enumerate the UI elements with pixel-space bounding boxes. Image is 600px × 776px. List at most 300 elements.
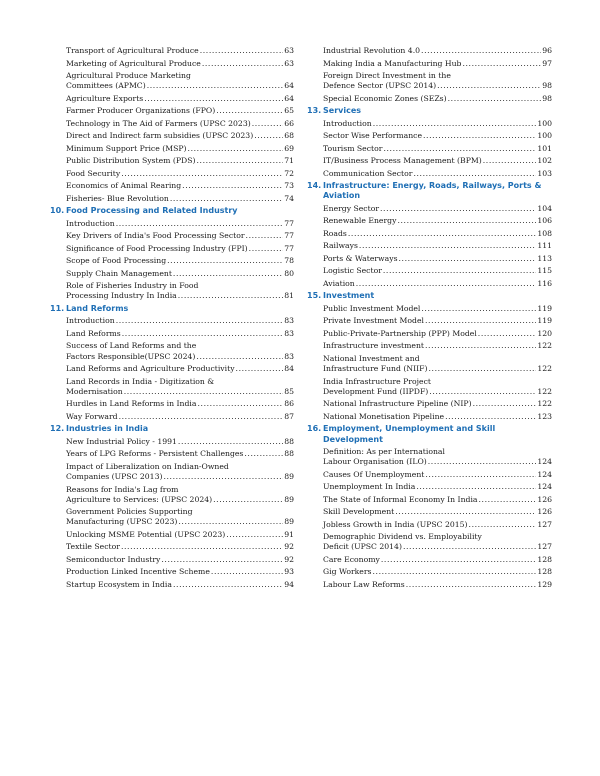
section-heading-employment-unemployment-and-skill-develo[interactable] xyxy=(307,424,552,444)
page-number: 74 xyxy=(284,193,294,203)
entry-title-line: Agriculture to Services: (UPSC 2024) xyxy=(66,494,213,504)
toc-entry[interactable] xyxy=(50,507,294,527)
page-number: 98 xyxy=(542,81,552,91)
entry-title-line: Labour Law Reforms xyxy=(323,579,405,589)
entry-title-line: Transport of Agricultural Produce xyxy=(66,46,199,55)
toc-entry[interactable] xyxy=(307,94,552,104)
toc-entry[interactable] xyxy=(50,244,294,254)
dot-leader xyxy=(473,399,537,409)
dot-leader xyxy=(144,94,283,104)
dot-leader xyxy=(423,131,536,141)
entry-title-line: Making India a Manufacturing Hub xyxy=(323,58,462,68)
dot-leader xyxy=(421,46,541,56)
entry-title-line: Land Reforms xyxy=(66,328,121,338)
entry-title-line: Impact of Liberalization on Indian-Owned xyxy=(66,461,229,471)
toc-entry[interactable] xyxy=(307,131,552,141)
page-number: 124 xyxy=(537,457,552,467)
entry-title-line: Deficit (UPSC 2014) xyxy=(323,542,402,552)
page-number: 101 xyxy=(537,143,552,153)
entry-title-line: Public Distribution System (PDS) xyxy=(66,156,196,166)
dot-leader xyxy=(373,119,537,129)
toc-entry[interactable] xyxy=(307,71,552,91)
dot-leader xyxy=(448,94,542,104)
page-number: 102 xyxy=(537,156,552,166)
entry-title-line: Startup Ecosystem in India xyxy=(66,579,172,589)
page-number: 87 xyxy=(284,411,294,421)
entry-title-line: Energy Sector xyxy=(323,203,380,213)
dot-leader xyxy=(478,329,537,339)
page-number: 64 xyxy=(284,93,294,103)
entry-title-line: Gig Workers xyxy=(323,567,372,577)
toc-entry[interactable] xyxy=(50,169,294,179)
dot-leader xyxy=(413,169,536,179)
page-number: 128 xyxy=(537,554,552,564)
page-number: 92 xyxy=(284,542,294,552)
dot-leader xyxy=(421,304,536,314)
toc-entry[interactable] xyxy=(307,495,552,505)
section-title: Employment, Unemployment and Skill Development xyxy=(323,424,496,444)
dot-leader xyxy=(244,449,283,459)
entry-title-line: Modernisation xyxy=(66,386,123,396)
entry-title-line: Reasons for India's Lag from xyxy=(66,484,179,494)
entry-title-line: Food Security xyxy=(66,168,121,178)
dot-leader xyxy=(124,387,283,397)
dot-leader xyxy=(428,457,537,467)
entry-title-line: Skill Development xyxy=(323,507,395,517)
dot-leader xyxy=(161,555,283,565)
entry-title-line: Roads xyxy=(323,228,347,238)
toc-entry[interactable] xyxy=(50,46,294,56)
entry-title-line: Demographic Dividend vs. Employability xyxy=(323,532,482,542)
entry-title-line: Care Economy xyxy=(323,554,380,564)
toc-entry[interactable] xyxy=(307,447,552,467)
section-title: Industries in India xyxy=(66,424,149,434)
toc-entry[interactable] xyxy=(50,59,294,69)
toc-entry[interactable] xyxy=(50,144,294,154)
page-number: 126 xyxy=(537,507,552,517)
entry-title-line: Way Forward xyxy=(66,411,118,421)
page-number: 115 xyxy=(537,266,552,276)
entry-title-line: Ports & Waterways xyxy=(323,253,398,263)
page-number: 69 xyxy=(284,143,294,153)
dot-leader xyxy=(197,399,283,409)
page-number: 85 xyxy=(284,386,294,396)
dot-leader xyxy=(429,387,536,397)
page-number: 63 xyxy=(284,58,294,68)
entry-title-line: Introduction xyxy=(323,118,372,128)
dot-leader xyxy=(254,131,283,141)
toc-entry[interactable] xyxy=(50,94,294,104)
page-number: 91 xyxy=(284,529,294,539)
entry-title-line: Causes Of Unemployment xyxy=(323,469,425,479)
dot-leader xyxy=(246,231,284,241)
entry-title-line: Special Economic Zones (SEZs) xyxy=(323,93,447,103)
entry-title-line: Private Investment Model xyxy=(323,316,424,326)
section-number: 13. xyxy=(307,106,322,116)
page-number: 73 xyxy=(284,181,294,191)
page-number: 89 xyxy=(284,472,294,482)
toc-entry[interactable] xyxy=(307,316,552,326)
toc-entry[interactable] xyxy=(50,341,294,361)
entry-title-line: National Infrastructure Pipeline (NIP) xyxy=(323,399,472,409)
page-number: 96 xyxy=(542,46,552,55)
entry-title-line: Infrastructure investment xyxy=(323,341,424,351)
toc-entry[interactable] xyxy=(307,567,552,577)
dot-leader xyxy=(122,329,283,339)
section-title: Food Processing and Related Industry xyxy=(66,206,238,216)
entry-title-line: Farmer Producer Organizations (FPO) xyxy=(66,106,216,116)
dot-leader xyxy=(429,364,537,374)
dot-leader xyxy=(211,567,283,577)
page-number: 119 xyxy=(537,316,552,326)
toc-right-column xyxy=(307,46,552,592)
dot-leader xyxy=(200,46,284,56)
dot-leader xyxy=(173,580,283,590)
page-number: 106 xyxy=(537,216,552,226)
page-number: 104 xyxy=(537,203,552,213)
page-number: 129 xyxy=(537,579,552,589)
toc-entry[interactable] xyxy=(307,470,552,480)
entry-title-line: Land Reforms and Agriculture Productivity xyxy=(66,364,235,374)
entry-title-line: Factors Responsible(UPSC 2024) xyxy=(66,351,196,361)
toc-entry[interactable] xyxy=(50,377,294,397)
page-number: 65 xyxy=(284,106,294,116)
page-number: 64 xyxy=(284,81,294,91)
dot-leader xyxy=(178,437,283,447)
toc-entry[interactable] xyxy=(50,530,294,540)
toc-entry[interactable] xyxy=(50,131,294,141)
page-number: 80 xyxy=(284,268,294,278)
toc-entry[interactable] xyxy=(50,462,294,482)
dot-leader xyxy=(425,341,536,351)
page-number: 72 xyxy=(284,168,294,178)
page-number: 122 xyxy=(537,341,552,351)
page-number: 68 xyxy=(284,131,294,141)
entry-title-line: The State of Informal Economy In India xyxy=(323,494,478,504)
toc-entry[interactable] xyxy=(50,567,294,577)
dot-leader xyxy=(483,156,537,166)
toc-entry[interactable] xyxy=(307,377,552,397)
page-number: 63 xyxy=(284,46,294,55)
entry-title-line: Railways xyxy=(323,241,358,251)
toc-entry[interactable] xyxy=(50,412,294,422)
dot-leader xyxy=(196,156,283,166)
dot-leader xyxy=(178,291,283,301)
page-number: 123 xyxy=(537,411,552,421)
toc-entry[interactable] xyxy=(307,204,552,214)
dot-leader xyxy=(188,144,284,154)
entry-title-line: Scope of Food Processing xyxy=(66,256,167,266)
section-title: Investment xyxy=(323,291,375,301)
dot-leader xyxy=(445,412,536,422)
section-title: Services xyxy=(323,106,362,116)
page-number: 127 xyxy=(537,519,552,529)
dot-leader xyxy=(416,482,536,492)
entry-title-line: Tourism Sector xyxy=(323,143,383,153)
section-number: 12. xyxy=(50,424,65,434)
page-number: 120 xyxy=(537,328,552,338)
page-number: 94 xyxy=(284,579,294,589)
dot-leader xyxy=(202,59,283,69)
toc-entry[interactable] xyxy=(307,229,552,239)
dot-leader xyxy=(167,256,283,266)
entry-title-line: Introduction xyxy=(66,316,115,326)
dot-leader xyxy=(163,472,283,482)
entry-title-line: Land Records in India - Digitization & xyxy=(66,376,215,386)
entry-title-line: Fisheries- Blue Revolution xyxy=(66,193,169,203)
toc-entry[interactable] xyxy=(307,329,552,339)
entry-title-line: Supply Chain Management xyxy=(66,268,172,278)
entry-title-line: Minimum Support Price (MSP) xyxy=(66,143,187,153)
entry-title-line: Aviation xyxy=(323,278,355,288)
toc-entry[interactable] xyxy=(307,46,552,56)
section-heading-infrastructure-energy-roads-railways-por[interactable] xyxy=(307,181,552,201)
dot-leader xyxy=(479,495,537,505)
toc-entry[interactable] xyxy=(307,59,552,69)
entry-title-line: New Industrial Policy - 1991 xyxy=(66,436,177,446)
toc-entry[interactable] xyxy=(307,216,552,226)
dot-leader xyxy=(196,352,283,362)
toc-entry[interactable] xyxy=(50,219,294,229)
page-number: 89 xyxy=(284,517,294,527)
page-number: 77 xyxy=(284,218,294,228)
toc-entry[interactable] xyxy=(50,485,294,505)
toc-entry[interactable] xyxy=(307,254,552,264)
dot-leader xyxy=(116,316,284,326)
page-number: 86 xyxy=(284,399,294,409)
entry-title-line: Introduction xyxy=(66,218,115,228)
dot-leader xyxy=(147,81,284,91)
page-number: 122 xyxy=(537,386,552,396)
section-heading-services[interactable] xyxy=(307,106,552,116)
entry-title-line: Labour Organisation (ILO) xyxy=(323,457,427,467)
page-number: 83 xyxy=(284,328,294,338)
page-number: 92 xyxy=(284,554,294,564)
toc-entry[interactable] xyxy=(307,341,552,351)
toc-entry[interactable] xyxy=(50,269,294,279)
entry-title-line: National Investment and xyxy=(323,353,420,363)
toc-entry[interactable] xyxy=(50,194,294,204)
toc-entry[interactable] xyxy=(307,279,552,289)
entry-title-line: Government Policies Supporting xyxy=(66,507,193,517)
entry-title-line: Production Linked Incentive Scheme xyxy=(66,567,210,577)
entry-title-line: Economics of Animal Rearing xyxy=(66,181,182,191)
page-number: 122 xyxy=(537,399,552,409)
dot-leader xyxy=(226,530,283,540)
toc-entry[interactable] xyxy=(50,106,294,116)
page-number: 119 xyxy=(537,303,552,313)
dot-leader xyxy=(178,517,283,527)
dot-leader xyxy=(359,241,536,251)
entry-title-line: Public-Private-Partnership (PPP) Model xyxy=(323,328,477,338)
entry-title-line: Renewable Energy xyxy=(323,216,397,226)
dot-leader xyxy=(182,181,283,191)
dot-leader xyxy=(425,316,536,326)
page-number: 83 xyxy=(284,351,294,361)
entry-title-line: Direct and Indirect farm subsidies (UPSC 2023) xyxy=(66,131,254,141)
toc-entry[interactable] xyxy=(307,507,552,517)
dot-leader xyxy=(403,542,536,552)
toc-entry[interactable] xyxy=(307,482,552,492)
entry-title-line: Definition: As per International xyxy=(323,447,445,457)
page-number: 127 xyxy=(537,542,552,552)
toc-entry[interactable] xyxy=(50,542,294,552)
dot-leader xyxy=(121,542,283,552)
entry-title-line: Key Drivers of India's Food Processing Sector xyxy=(66,231,245,241)
dot-leader xyxy=(395,507,536,517)
section-number: 15. xyxy=(307,291,322,301)
toc-entry[interactable] xyxy=(50,449,294,459)
entry-title-line: Unlocking MSME Potential (UPSC 2023) xyxy=(66,529,226,539)
entry-title-line: Manufacturing (UPSC 2023) xyxy=(66,517,178,527)
page-number: 113 xyxy=(537,253,552,263)
toc-entry[interactable] xyxy=(50,281,294,301)
entry-title-line: Agriculture Exports xyxy=(66,93,144,103)
toc-entry[interactable] xyxy=(50,181,294,191)
entry-title-line: Foreign Direct Investment in the xyxy=(323,71,451,80)
entry-title-line: Industrial Revolution 4.0 xyxy=(323,46,421,55)
toc-entry[interactable] xyxy=(50,437,294,447)
dot-leader xyxy=(425,470,536,480)
toc-entry[interactable] xyxy=(50,580,294,590)
entry-title-line: Marketing of Agricultural Produce xyxy=(66,58,201,68)
section-number: 14. xyxy=(307,181,322,191)
dot-leader xyxy=(406,580,537,590)
section-title: Land Reforms xyxy=(66,303,129,313)
entry-title-line: Committees (APMC) xyxy=(66,81,146,91)
toc-entry[interactable] xyxy=(307,156,552,166)
entry-title-line: Semiconductor Industry xyxy=(66,554,161,564)
entry-title-line: National Monetisation Pipeline xyxy=(323,411,445,421)
page-number: 66 xyxy=(284,118,294,128)
toc-entry[interactable] xyxy=(307,580,552,590)
page-number: 100 xyxy=(537,118,552,128)
toc-entry[interactable] xyxy=(50,231,294,241)
page-number: 93 xyxy=(284,567,294,577)
toc-entry[interactable] xyxy=(50,329,294,339)
entry-title-line: Logistic Sector xyxy=(323,266,382,276)
toc-entry[interactable] xyxy=(307,555,552,565)
page-number: 116 xyxy=(537,278,552,288)
dot-leader xyxy=(173,269,283,279)
dot-leader xyxy=(397,216,536,226)
toc-entry[interactable] xyxy=(50,555,294,565)
entry-title-line: Textile Sector xyxy=(66,542,120,552)
entry-title-line: Technology in The Aid of Farmers (UPSC 2023) xyxy=(66,118,251,128)
toc-entry[interactable] xyxy=(307,266,552,276)
page-number: 71 xyxy=(284,156,294,166)
toc-entry[interactable] xyxy=(307,241,552,251)
page-number: 126 xyxy=(537,494,552,504)
dot-leader xyxy=(121,169,283,179)
toc-entry[interactable] xyxy=(50,399,294,409)
toc-entry[interactable] xyxy=(307,354,552,374)
entry-title-line: Role of Fisheries Industry in Food xyxy=(66,281,199,291)
page-number: 97 xyxy=(542,58,552,68)
page-number: 98 xyxy=(542,93,552,103)
dot-leader xyxy=(383,266,536,276)
section-number: 16. xyxy=(307,424,322,434)
dot-leader xyxy=(381,555,536,565)
section-heading-food-processing-and-related-industry[interactable] xyxy=(50,206,294,216)
page-number: 108 xyxy=(537,228,552,238)
page-number: 78 xyxy=(284,256,294,266)
entry-title-line: IT/Business Process Management (BPM) xyxy=(323,156,482,166)
section-title: Infrastructure: Energy, Roads, Railways, Ports & Aviation xyxy=(323,181,542,201)
dot-leader xyxy=(469,520,537,530)
toc-entry[interactable] xyxy=(307,520,552,530)
section-heading-investment[interactable] xyxy=(307,291,552,301)
entry-title-line: Significance of Food Processing Industry (FPI) xyxy=(66,243,248,253)
toc-entry[interactable] xyxy=(307,412,552,422)
entry-title-line: Success of Land Reforms and the xyxy=(66,341,197,351)
page-number: 100 xyxy=(537,131,552,141)
dot-leader xyxy=(170,194,283,204)
entry-title-line: Processing Industry In India xyxy=(66,291,177,301)
toc-entry[interactable] xyxy=(50,364,294,374)
toc-entry[interactable] xyxy=(50,71,294,91)
dot-leader xyxy=(116,219,284,229)
dot-leader xyxy=(119,412,284,422)
toc-left-column xyxy=(50,46,294,592)
entry-title-line: Development Fund (IIPDF) xyxy=(323,386,429,396)
page-number: 81 xyxy=(284,291,294,301)
dot-leader xyxy=(437,81,541,91)
dot-leader xyxy=(213,495,283,505)
section-number: 11. xyxy=(50,303,65,313)
dot-leader xyxy=(462,59,541,69)
dot-leader xyxy=(216,106,283,116)
toc-entry[interactable] xyxy=(307,532,552,552)
entry-title-line: Hurdles in Land Reforms in India xyxy=(66,399,197,409)
section-heading-land-reforms[interactable] xyxy=(50,304,294,314)
dot-leader xyxy=(380,204,536,214)
entry-title-line: Companies (UPSC 2013) xyxy=(66,472,163,482)
entry-title-line: Jobless Growth in India (UPSC 2015) xyxy=(323,519,468,529)
entry-title-line: Agricultural Produce Marketing xyxy=(66,71,191,80)
toc-entry[interactable] xyxy=(307,399,552,409)
toc-entry[interactable] xyxy=(307,169,552,179)
toc-entry[interactable] xyxy=(307,119,552,129)
page-number: 77 xyxy=(284,231,294,241)
dot-leader xyxy=(399,254,537,264)
toc-entry[interactable] xyxy=(50,316,294,326)
page-number: 103 xyxy=(537,168,552,178)
page-number: 124 xyxy=(537,469,552,479)
dot-leader xyxy=(249,244,284,254)
toc-entry[interactable] xyxy=(50,119,294,129)
section-heading-industries-in-india[interactable] xyxy=(50,424,294,434)
toc-entry[interactable] xyxy=(307,304,552,314)
page-number: 122 xyxy=(537,364,552,374)
entry-title-line: Communication Sector xyxy=(323,168,413,178)
toc-entry[interactable] xyxy=(50,156,294,166)
page-number: 88 xyxy=(284,449,294,459)
entry-title-line: Public Investment Model xyxy=(323,303,421,313)
entry-title-line: Unemployment In India xyxy=(323,482,416,492)
dot-leader xyxy=(356,279,537,289)
dot-leader xyxy=(252,119,283,129)
toc-entry[interactable] xyxy=(307,144,552,154)
entry-title-line: India Infrastructure Project xyxy=(323,376,431,386)
dot-leader xyxy=(372,567,536,577)
entry-title-line: Defence Sector (UPSC 2014) xyxy=(323,81,437,91)
dot-leader xyxy=(236,364,284,374)
entry-title-line: Sector Wise Performance xyxy=(323,131,422,141)
page-number: 88 xyxy=(284,436,294,446)
dot-leader xyxy=(383,144,536,154)
toc-entry[interactable] xyxy=(50,256,294,266)
